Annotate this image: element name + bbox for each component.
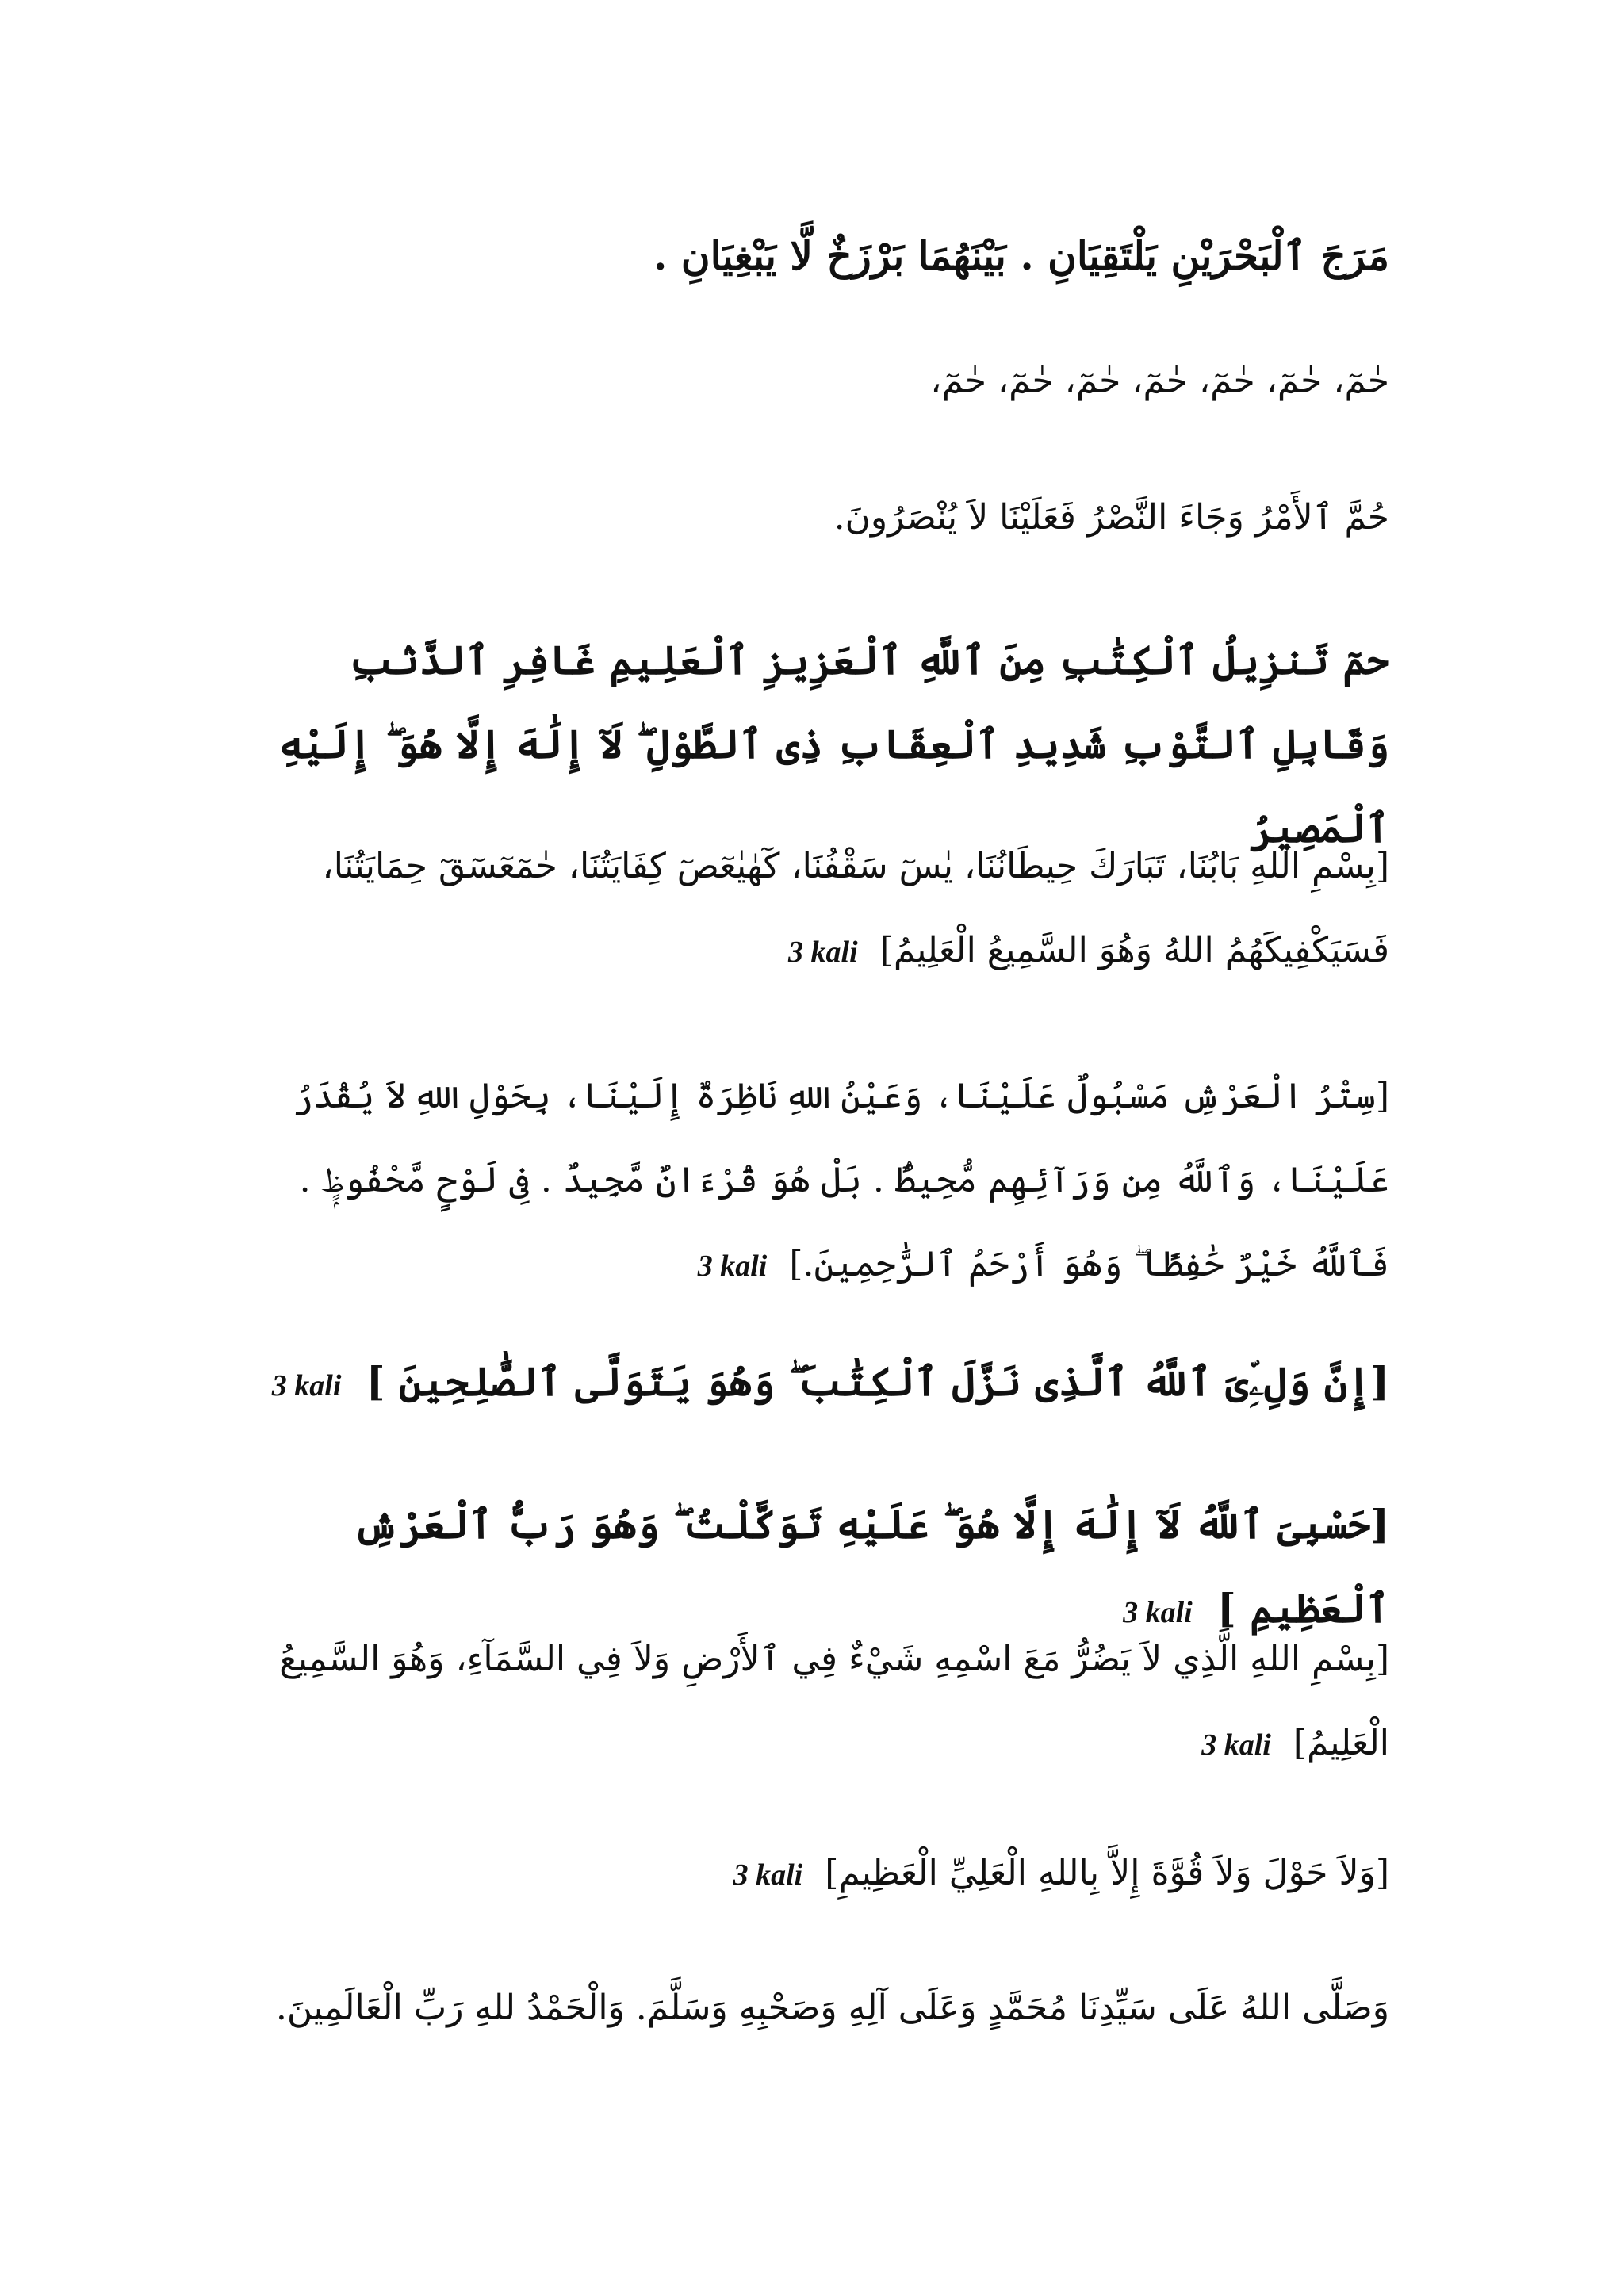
verse-text: [بِسْمِ اللهِ الَّذِي لاَ يَضُرُّ مَعَ اسْمِهِ شَيْءٌ فِي ٱلأَرْضِ وَلاَ فِي السَّمَآءِ، وَهُوَ السَّمِيعُ الْعَلِيمُ]	[279, 1639, 1389, 1763]
verse-text: [إِنَّ وَلِۦِّىَ ٱللَّهُ ٱلَّذِى نَزَّلَ ٱلْكِتَٰبَ ۖ وَهُوَ يَتَوَلَّى ٱلصَّٰلِحِينَ ]	[366, 1358, 1389, 1405]
ha-mim-repetition	[230, 339, 1389, 423]
repeat-count: 3 kali	[271, 1369, 342, 1402]
repeat-count: 3 kali	[1123, 1596, 1193, 1629]
verse-text: حٰمٓ، حٰمٓ، حٰمٓ، حٰمٓ، حٰمٓ، حٰمٓ، حٰمٓ،	[930, 361, 1389, 401]
bismillah-alladhi	[230, 1617, 1389, 1787]
repeat-count: 3 kali	[1201, 1728, 1271, 1762]
repeat-count: 3 kali	[788, 936, 858, 969]
repeat-count: 3 kali	[733, 1858, 803, 1892]
la-hawla	[230, 1831, 1389, 1917]
verse-text: [بِسْمِ اللهِ بَابُنَا، تَبَارَكَ حِيطَانُنَا، يٰسٓ سَقْفُنَا، كٓهٰيٰعٓصٓ كِفَايَتُنَا، حٰمٓعٓسٓقٓ حِمَايَتُنَا، فَسَيَكْفِيكَهُمُ اللهُ وَهُوَ السَّمِيعُ الْعَلِيمُ]	[322, 846, 1389, 970]
verse-marajal-bahrain	[230, 214, 1389, 298]
verse-text: [سِتْرُ الْعَرْشِ مَسْبُولٌ عَلَيْنَا، وَعَيْنُ اللهِ نَاظِرَةٌ إِلَيْنَا، بِحَوْلِ اللهِ لاَ يُقْدَرُ عَلَيْنَا، وَٱللَّهُ مِن وَرَآئِهِم مُّحِيطٌۢ . بَلْ هُوَ قُرْءَانٌ مَّجِيدٌ . فِى لَوْحٍ مَّحْفُوظٍۭ . فَٱللَّهُ خَيْرٌ حَٰفِظًا ۖ وَهُوَ أَرْحَمُ ٱلرَّٰحِمِينَ.]	[293, 1076, 1389, 1284]
verse-text: [حَسْبِىَ ٱللَّهُ لَآ إِلَٰهَ إِلَّا هُوَ ۖ عَلَيْهِ تَوَكَّلْتُ ۖ وَهُوَ رَبُّ ٱلْعَرْشِ ٱلْعَظِيمِ ]	[353, 1501, 1389, 1632]
verse-text: مَرَجَ ٱلْبَحْرَيْنِ يَلْتَقِيَانِ . بَيْنَهُمَا بَرْزَخٌ لَّا يَبْغِيَانِ .	[653, 232, 1389, 279]
salawat-closing	[230, 1966, 1389, 2050]
sitrul-arsh	[230, 1054, 1389, 1308]
inna-waliyya-allah	[230, 1340, 1389, 1428]
bismillah-babuna	[230, 825, 1389, 994]
verse-text: [وَلاَ حَوْلَ وَلاَ قُوَّةَ إِلاَّ بِاللهِ الْعَلِيِّ الْعَظِيمِ]	[825, 1853, 1389, 1893]
verse-text: حُمَّ ٱلأَمْرُ وَجَاءَ النَّصْرُ فَعَلَيْنَا لاَ يُنْصَرُونَ.	[833, 497, 1389, 538]
verse-text: وَصَلَّى اللهُ عَلَى سَيِّدِنَا مُحَمَّدٍ وَعَلَى آلِهِ وَصَحْبِهِ وَسَلَّمَ. وَالْحَمْدُ للهِ رَبِّ الْعَالَمِينَ.	[275, 1988, 1389, 2028]
repeat-count: 3 kali	[697, 1249, 768, 1283]
humma-al-amr	[230, 476, 1389, 560]
verse-text: حمٓ تَنزِيلُ ٱلْكِتَٰبِ مِنَ ٱللَّهِ ٱلْعَزِيزِ ٱلْعَلِيمِ غَافِرِ ٱلذَّنۢبِ وَقَابِلِ ٱلتَّوْبِ شَدِيدِ ٱلْعِقَابِ ذِى ٱلطَّوْلِ ۖ لَآ إِلَٰهَ إِلَّا هُوَ ۖ إِلَيْهِ ٱلْمَصِيرُ	[278, 637, 1389, 851]
